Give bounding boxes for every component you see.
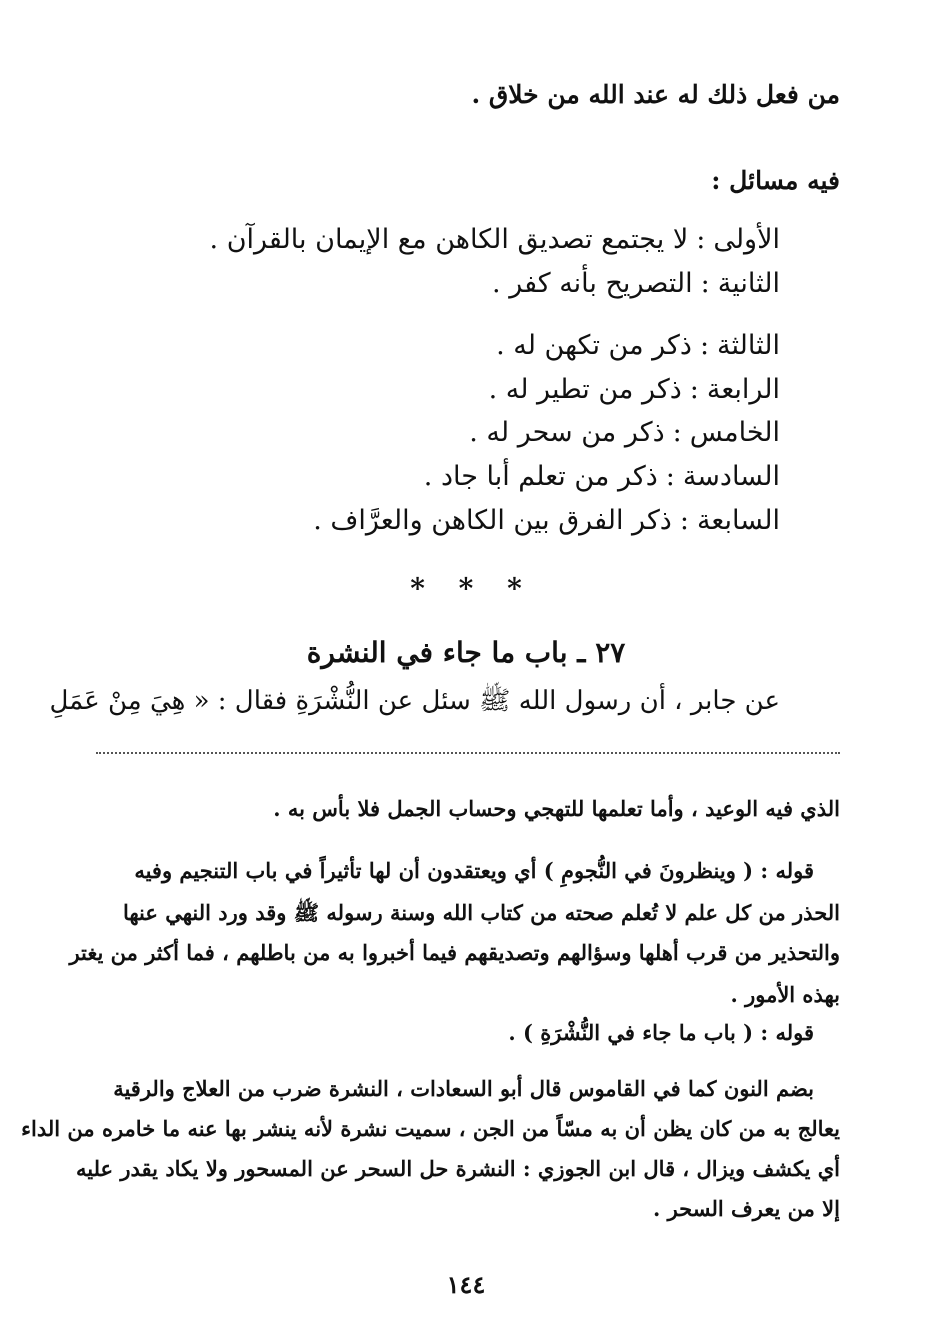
issue-separator: : bbox=[665, 461, 675, 492]
issue-separator: : bbox=[689, 374, 699, 405]
star-icon: * bbox=[410, 572, 425, 605]
issue-separator: : bbox=[679, 505, 689, 536]
issue-label: الخامس bbox=[689, 417, 780, 448]
issue-text: ذكر الفرق بين الكاهن والعرَّاف . bbox=[313, 505, 672, 536]
issue-item-5 bbox=[469, 417, 780, 448]
issue-separator: : bbox=[696, 224, 706, 255]
issue-label: الثالثة bbox=[717, 330, 780, 361]
issue-label: السادسة bbox=[682, 461, 780, 492]
issue-text: لا يجتمع تصديق الكاهن مع الإيمان بالقرآن . bbox=[209, 224, 689, 255]
commentary-line: بضم النون كما في القاموس قال أبو السعادات ، النشرة ضرب من العلاج والرقية bbox=[113, 1076, 814, 1101]
issue-item-3 bbox=[496, 330, 780, 361]
issue-label: الرابعة bbox=[706, 374, 780, 405]
issue-separator: : bbox=[699, 330, 710, 361]
footnote-divider bbox=[96, 752, 840, 754]
star-icon: * bbox=[507, 572, 522, 605]
issue-label: السابعة bbox=[696, 505, 780, 536]
chapter-title: ٢٧ ـ باب ما جاء في النشرة bbox=[306, 636, 626, 669]
issue-text: ذكر من تكهن له . bbox=[496, 330, 692, 361]
issue-item-7 bbox=[313, 505, 780, 536]
issue-separator: : bbox=[672, 417, 682, 448]
star-icon: * bbox=[458, 572, 474, 605]
issue-item-4 bbox=[489, 374, 780, 405]
issue-text: ذكر من سحر له . bbox=[469, 417, 665, 448]
section-separator-stars bbox=[0, 572, 932, 605]
issue-text: التصريح بأنه كفر . bbox=[492, 268, 693, 299]
commentary-line: والتحذير من قرب أهلها وسؤالهم وتصديقهم فيما أخبروا به من باطلهم ، فما أكثر من يغتر bbox=[69, 940, 840, 965]
issue-text: ذكر من تطير له . bbox=[488, 374, 682, 405]
issue-label: الثانية bbox=[717, 268, 780, 299]
commentary-line: قوله : ( باب ما جاء في النُّشْرَةِ ) . bbox=[508, 1020, 814, 1045]
issue-item-2 bbox=[492, 268, 780, 299]
issues-heading: فيه مسائل : bbox=[711, 166, 840, 195]
issue-item-1 bbox=[210, 224, 780, 255]
issue-text: ذكر من تعلم أبا جاد . bbox=[423, 461, 658, 492]
top-text-line: من فعل ذلك له عند الله من خلاق . bbox=[471, 80, 840, 109]
commentary-line: يعالج به من كان يظن أن به مسّاً من الجن ، سميت نشرة لأنه ينشر بها عنه ما خامره من الداء bbox=[21, 1116, 840, 1141]
commentary-line: قوله : ( وينظرونَ في النُّجومِ ) أي ويعتقدون أن لها تأثيراً في باب التنجيم وفيه bbox=[134, 858, 814, 883]
commentary-line: أي يكشف ويزال ، قال ابن الجوزي : النشرة حل السحر عن المسحور ولا يكاد يقدر عليه bbox=[75, 1156, 840, 1181]
page-number: ١٤٤ bbox=[446, 1270, 486, 1299]
issue-separator: : bbox=[700, 268, 710, 299]
commentary-line: الحذر من كل علم لا تُعلم صحته من كتاب الله وسنة رسوله ﷺ وقد ورد النهي عنها bbox=[122, 900, 840, 925]
commentary-line: بهذه الأمور . bbox=[730, 982, 840, 1007]
hadith-text: عن جابر ، أن رسول الله ﷺ سئل عن النُّشْرَةِ فقال : « هِيَ مِنْ عَمَلِ bbox=[49, 686, 780, 716]
issue-label: الأولى bbox=[713, 224, 780, 255]
commentary-line: الذي فيه الوعيد ، وأما تعلمها للتهجي وحساب الجمل فلا بأس به . bbox=[273, 796, 840, 821]
issue-item-6 bbox=[424, 461, 780, 492]
commentary-line: إلا من يعرف السحر . bbox=[652, 1196, 840, 1221]
